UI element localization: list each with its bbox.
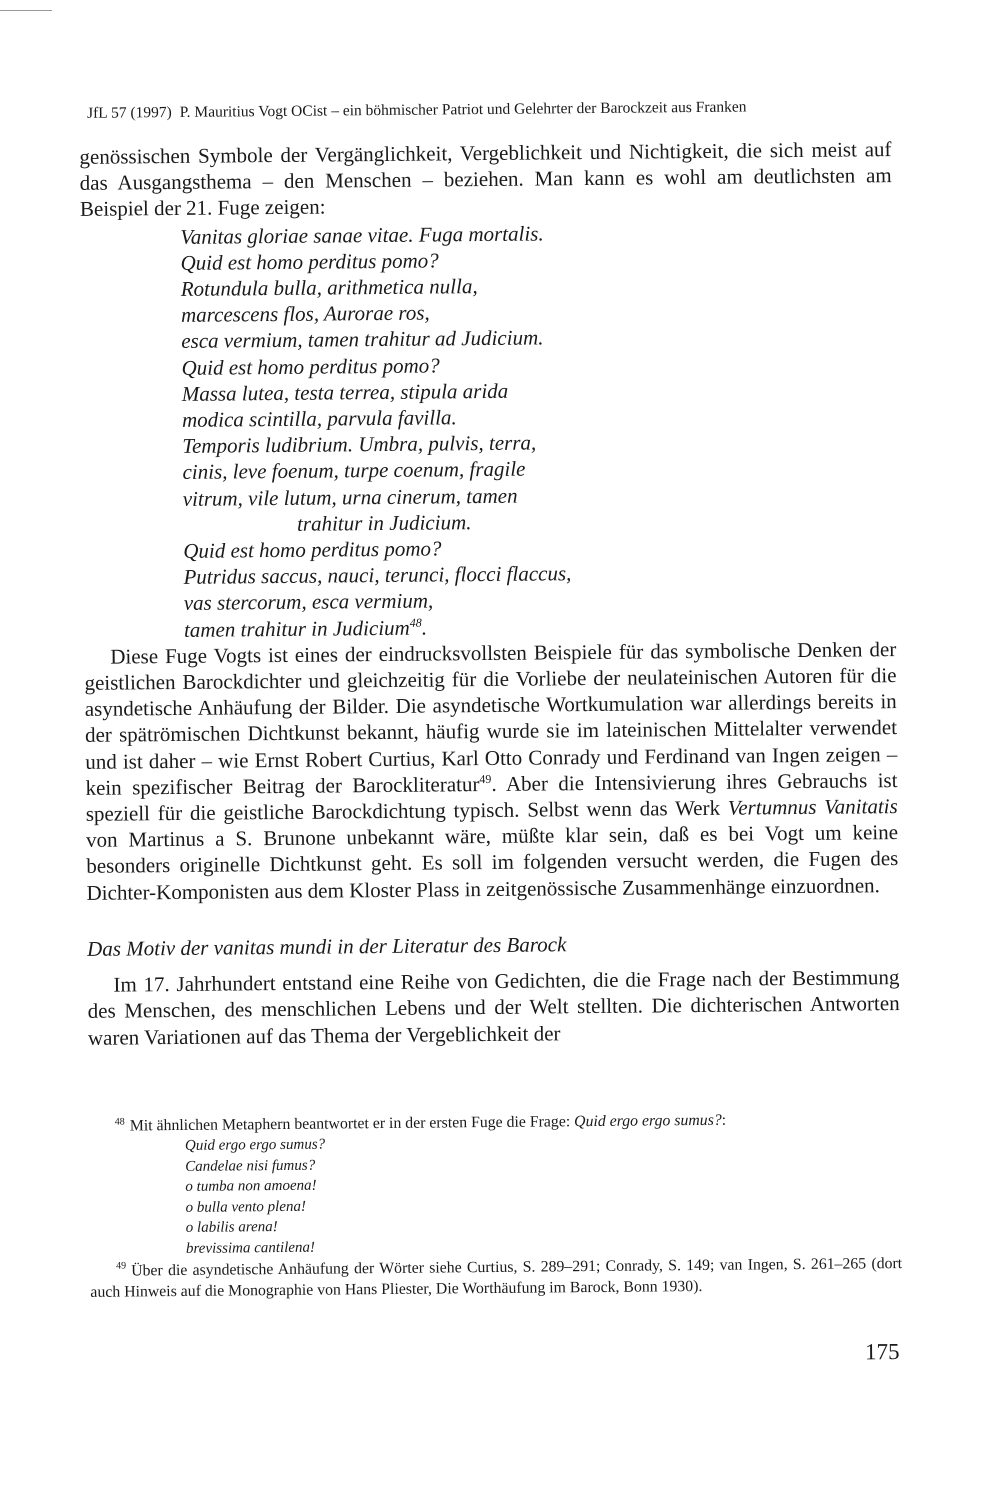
footnote-48: $^{48}$ Mit ähnlichen Metaphern beantwortet er in der ersten Fuge die Frage: Quid ergo ergo sumus?:	[114, 1111, 727, 1135]
paragraph-17th-century: Im 17. Jahrhundert entstand eine Reihe von Gedichten, die die Frage nach der Bestimmung des Menschen, des menschlichen Lebens und der Welt stellten. Die dichterischen Antworten waren Variationen auf das Thema der Vergeblichkeit der	[87, 965, 900, 1050]
scan-edge-line	[0, 10, 52, 11]
footnote-poem-line: brevissima cantilena!	[185, 1239, 316, 1257]
poem-line: vas stercorum, esca vermium,	[183, 588, 434, 616]
footnotes	[89, 1108, 903, 1302]
page	[78, 0, 904, 1498]
poem-line: Rotundula bulla, arithmetica nulla,	[180, 274, 478, 301]
footnote-mark-49: 49	[116, 1260, 127, 1272]
footnote-poem-line: o tumba non amoena!	[185, 1177, 317, 1196]
poem-line: modica scintilla, parvula favilla.	[181, 405, 457, 432]
poem-line: Putridus saccus, nauci, terunci, flocci flaccus,	[183, 561, 572, 590]
section-heading: Das Motiv der vanitas mundi in der Literatur des Barock	[86, 932, 567, 961]
poem-line: esca vermium, tamen trahitur ad Judicium.	[181, 325, 544, 354]
poem-line-text: tamen trahitur in Judicium	[183, 615, 410, 642]
poem-line: Quid est homo perditus pomo?	[180, 248, 439, 275]
running-header	[87, 97, 887, 123]
footnote-49: $^{49}$ Über die asyndetische Anhäufung der Wörter siehe Curtius, S. 289–291; Conrady, S. 149; van Ingen, S. 261–265 (dort auch Hinweis auf die Monographie von Hans Pliester, Die Worthäufung im Barock, Bonn 1930).	[90, 1254, 903, 1301]
footnote-ref-48[interactable]: 48	[409, 615, 422, 630]
footnote-poem-line: o bulla vento plena!	[185, 1198, 307, 1216]
footnote-poem-line: Quid ergo ergo sumus?	[184, 1136, 326, 1154]
footnote-poem-line: o labilis arena!	[185, 1219, 278, 1237]
paragraph-fugue-analysis: Diese Fuge Vogts ist eines der eindrucksvollsten Beispiele für das symbolische Denken der geistlichen Barockdichter und gleichzeitig für die Vorliebe der neulateinischen Autoren für die asyndetische Anhäufung der Bilder. Die asyndetische Wortkumulation war allerdings bereits in der spätrömischen Dichtkunst bekannt, häufig wurde sie im lateinischen Mittelalter verwendet und ist daher – wie Ernst Robert Curtius, Karl Otto Conrady und Ferdinand van Ingen zeigen – kein spezifischer Beitrag der Barockliteratur$^{49}$. Aber die Intensivierung ihres Gebrauchs ist speziell für die geistliche Barockdichtung typisch. Selbst wenn das Werk Vertumnus Vanitatis von Martinus a S. Brunone unbekannt wäre, müßte klar sein, daß es bei Vogt um keine besonders originelle Dichtkunst geht. Es soll im folgenden versucht werden, die Fugen des Dichter-Komponisten aus dem Kloster Plass in zeitgenössische Zusammenhänge einzuordnen.	[84, 636, 899, 905]
footnote-ref-49[interactable]: 49	[479, 771, 492, 786]
fugue-poem	[180, 217, 896, 643]
poem-line: Temporis ludibrium. Umbra, pulvis, terra,	[182, 430, 537, 459]
footnote-48-poem	[185, 1129, 902, 1259]
poem-line: Quid est homo perditus pomo?	[181, 353, 440, 380]
poem-line: Quid est homo perditus pomo?	[183, 536, 442, 563]
poem-line: vitrum, vile lutum, urna cinerum, tamen	[182, 483, 518, 511]
work-title: Vertumnus Vanitatis	[727, 794, 898, 820]
footnote-poem-line: Candelae nisi fumus?	[185, 1157, 316, 1175]
journal-citation: JfL 57 (1997)	[86, 104, 172, 122]
poem-line: trahitur in Judicium.	[296, 509, 472, 536]
footnote-mark-48: 48	[114, 1116, 125, 1128]
poem-line: Vanitas gloriae sanae vitae. Fuga mortalis.	[180, 221, 544, 249]
poem-line: Massa lutea, testa terrea, stipula arida	[181, 378, 509, 406]
running-title: P. Mauritius Vogt OCist – ein böhmischer Patriot und Gelehrter der Barockzeit aus Franken	[179, 98, 747, 121]
poem-line: marcescens flos, Aurorae ros,	[180, 300, 430, 328]
intro-paragraph: genössischen Symbole der Vergänglichkeit, Vergeblichkeit und Nichtigkeit, die sich meist auf das Ausgangsthema – den Menschen – beziehen. Man kann es wohl am deutlichsten am Beispiel der 21. Fuge zeigen:	[79, 137, 892, 222]
main-text	[79, 136, 900, 1050]
page-number: 175	[864, 1339, 900, 1365]
poem-line: cinis, leve foenum, turpe coenum, fragile	[182, 457, 526, 485]
poem-line-last: tamen trahitur in Judicium$^{48}$.	[183, 615, 428, 642]
